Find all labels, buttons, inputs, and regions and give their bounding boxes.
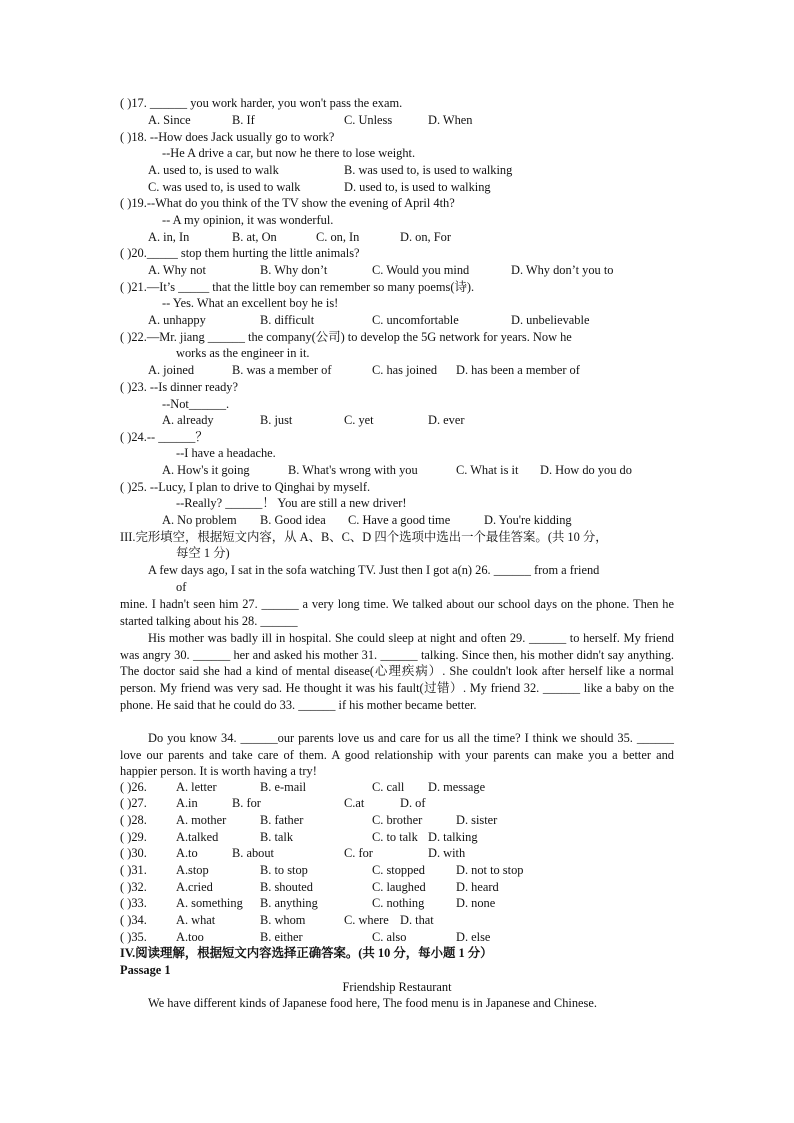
q24-option-b: B. What's wrong with you: [288, 463, 418, 477]
cloze-26-option-c: C. call: [372, 780, 405, 794]
cloze-32-option-b: B. shouted: [260, 880, 314, 894]
q20-option-a: A. Why not: [148, 263, 206, 277]
q23-option-b: B. just: [260, 413, 293, 427]
q21-option-d: D. unbelievable: [511, 313, 590, 327]
cloze-34-option-b: B. whom: [260, 913, 306, 927]
cloze-item-34-number: ( )34.: [120, 913, 147, 927]
cloze-33-option-d: D. none: [456, 896, 496, 910]
cloze-29-option-c: C. to talk: [372, 830, 418, 844]
cloze-item-35-number: ( )35.: [120, 930, 147, 944]
cloze-item-33-number: ( )33.: [120, 896, 147, 910]
cloze-31-option-c: C. stopped: [372, 863, 426, 877]
cloze-26-option-d: D. message: [428, 780, 486, 794]
section-3-title-continued: 每空 1 分): [176, 546, 230, 560]
cloze-27-option-c: C.at: [344, 796, 365, 810]
cloze-34-option-d: D. that: [400, 913, 434, 927]
cloze-33-option-a: A. something: [176, 896, 243, 910]
question-23-stem: ( )23. --Is dinner ready?: [120, 380, 239, 394]
q24-option-d: D. How do you do: [540, 463, 632, 477]
q25-option-b: B. Good idea: [260, 513, 326, 527]
q25-option-a: A. No problem: [162, 513, 237, 527]
q25-option-c: C. Have a good time: [348, 513, 451, 527]
question-25-stem: ( )25. --Lucy, I plan to drive to Qinghai by myself.: [120, 480, 371, 494]
cloze-item-30-number: ( )30.: [120, 846, 147, 860]
q19-option-a: A. in, In: [148, 230, 190, 244]
question-24-stem: ( )24.-- ______？: [120, 430, 208, 444]
cloze-32-option-a: A.cried: [176, 880, 213, 894]
cloze-30-option-b: B. about: [232, 846, 274, 860]
question-25-response: --Really? ______！ You are still a new driver!: [176, 496, 407, 510]
cloze-28-option-b: B. father: [260, 813, 304, 827]
cloze-29-option-b: B. talk: [260, 830, 294, 844]
q17-option-d: D. When: [428, 113, 473, 127]
q20-option-b: B. Why don’t: [260, 263, 328, 277]
q17-option-a: A. Since: [148, 113, 191, 127]
question-24-response: --I have a headache.: [176, 446, 276, 460]
cloze-32-option-d: D. heard: [456, 880, 499, 894]
cloze-item-27-number: ( )27.: [120, 796, 147, 810]
cloze-26-option-b: B. e-mail: [260, 780, 307, 794]
cloze-35-option-d: D. else: [456, 930, 491, 944]
q24-option-a: A. How's it going: [162, 463, 250, 477]
cloze-27-option-b: B. for: [232, 796, 261, 810]
cloze-33-option-c: C. nothing: [372, 896, 425, 910]
cloze-28-option-c: C. brother: [372, 813, 423, 827]
question-22-continued: works as the engineer in it.: [176, 346, 310, 360]
cloze-33-option-b: B. anything: [260, 896, 318, 910]
cloze-item-26-number: ( )26.: [120, 780, 147, 794]
cloze-30-option-a: A.to: [176, 846, 198, 860]
q19-option-b: B. at, On: [232, 230, 277, 244]
cloze-35-option-c: C. also: [372, 930, 407, 944]
question-21-response: -- Yes. What an excellent boy he is!: [162, 296, 339, 310]
q21-option-c: C. uncomfortable: [372, 313, 459, 327]
q19-option-d: D. on, For: [400, 230, 451, 244]
q22-option-c: C. has joined: [372, 363, 438, 377]
q18-option-d: D. used to, is used to walking: [344, 180, 491, 194]
cloze-paragraph-1-line-1: A few days ago, I sat in the sofa watching TV. Just then I got a(n) 26. ______ from a friend: [148, 563, 600, 577]
question-20-stem: ( )20._____ stop them hurting the little animals?: [120, 246, 360, 260]
q18-option-a: A. used to, is used to walk: [148, 163, 279, 177]
passage-intro: We have different kinds of Japanese food here, The food menu is in Japanese and Chinese.: [148, 996, 597, 1010]
passage-heading: Friendship Restaurant: [342, 980, 452, 994]
cloze-paragraph-1-line-2: of: [176, 580, 187, 594]
q18-option-b: B. was used to, is used to walking: [344, 163, 513, 177]
cloze-27-option-d: D. of: [400, 796, 426, 810]
q25-option-d: D. You're kidding: [484, 513, 572, 527]
cloze-item-31-number: ( )31.: [120, 863, 147, 877]
passage-1-label: Passage 1: [120, 963, 171, 977]
cloze-item-32-number: ( )32.: [120, 880, 147, 894]
q22-option-d: D. has been a member of: [456, 363, 580, 377]
cloze-32-option-c: C. laughed: [372, 880, 426, 894]
cloze-31-option-d: D. not to stop: [456, 863, 524, 877]
q22-option-a: A. joined: [148, 363, 195, 377]
q23-option-a: A. already: [162, 413, 214, 427]
cloze-item-29-number: ( )29.: [120, 830, 147, 844]
cloze-26-option-a: A. letter: [176, 780, 217, 794]
q18-option-c: C. was used to, is used to walk: [148, 180, 301, 194]
cloze-paragraph-1-rest: mine. I hadn't seen him 27. ______ a very long time. We talked about our school days on the phone. Then he started talking about his 28. ______: [120, 597, 674, 628]
question-21-stem: ( )21.—It’s _____ that the little boy can remember so many poems(诗).: [120, 280, 475, 294]
cloze-30-option-d: D. with: [428, 846, 466, 860]
cloze-30-option-c: C. for: [344, 846, 373, 860]
question-18-response: --He A drive a car, but now he there to lose weight.: [162, 146, 416, 160]
cloze-28-option-d: D. sister: [456, 813, 498, 827]
cloze-28-option-a: A. mother: [176, 813, 227, 827]
section-3-title: III.完形填空，根据短文内容，从 A、B、C、D 四个选项中选出一个最佳答案。(共 10 分，: [120, 530, 608, 544]
q17-option-c: C. Unless: [344, 113, 393, 127]
question-17-stem: ( )17. ______ you work harder, you won't pass the exam.: [120, 96, 403, 110]
cloze-35-option-a: A.too: [176, 930, 204, 944]
q20-option-c: C. Would you mind: [372, 263, 470, 277]
question-22-stem: ( )22.—Mr. jiang ______ the company(公司) to develop the 5G network for years. Now he: [120, 330, 572, 344]
cloze-31-option-b: B. to stop: [260, 863, 308, 877]
q22-option-b: B. was a member of: [232, 363, 332, 377]
question-23-response: --Not______.: [162, 397, 230, 411]
cloze-paragraph-3: Do you know 34. ______our parents love us and care for us all the time? I think we should 35. ______ love our parents and take care of them. A good relationship with your parents can make you a better and happier person. It is worth having a try!: [120, 731, 674, 779]
cloze-34-option-a: A. what: [176, 913, 216, 927]
cloze-item-28-number: ( )28.: [120, 813, 147, 827]
q23-option-c: C. yet: [344, 413, 374, 427]
q24-option-c: C. What is it: [456, 463, 519, 477]
cloze-31-option-a: A.stop: [176, 863, 209, 877]
q19-option-c: C. on, In: [316, 230, 360, 244]
cloze-paragraph-2: His mother was badly ill in hospital. She could sleep at night and often 29. ______ to herself. My friend was angry 30. ______ her and asked his mother 31. ______ talking. Since then, his mother didn't say anything. The doctor said she had a kind of mental disease(心理疾病）. She couldn't look after herself like a normal person. My friend was very sad. He thought it was his fault(过错）. My friend 32. ______ like a baby on the phone. He said that he could do 33. ______ if his mother became better.: [120, 631, 674, 712]
cloze-29-option-d: D. talking: [428, 830, 478, 844]
q21-option-b: B. difficult: [260, 313, 315, 327]
cloze-35-option-b: B. either: [260, 930, 303, 944]
question-19-stem: ( )19.--What do you think of the TV show the evening of April 4th?: [120, 196, 455, 210]
cloze-34-option-c: C. where: [344, 913, 389, 927]
q23-option-d: D. ever: [428, 413, 465, 427]
q20-option-d: D. Why don’t you to: [511, 263, 614, 277]
q21-option-a: A. unhappy: [148, 313, 206, 327]
question-19-response: -- A my opinion, it was wonderful.: [162, 213, 334, 227]
question-18-stem: ( )18. --How does Jack usually go to work?: [120, 130, 335, 144]
cloze-29-option-a: A.talked: [176, 830, 219, 844]
section-4-title: IV.阅读理解，根据短文内容选择正确答案。(共 10 分，每小题 1 分）: [120, 946, 493, 960]
cloze-27-option-a: A.in: [176, 796, 198, 810]
q17-option-b: B. If: [232, 113, 255, 127]
